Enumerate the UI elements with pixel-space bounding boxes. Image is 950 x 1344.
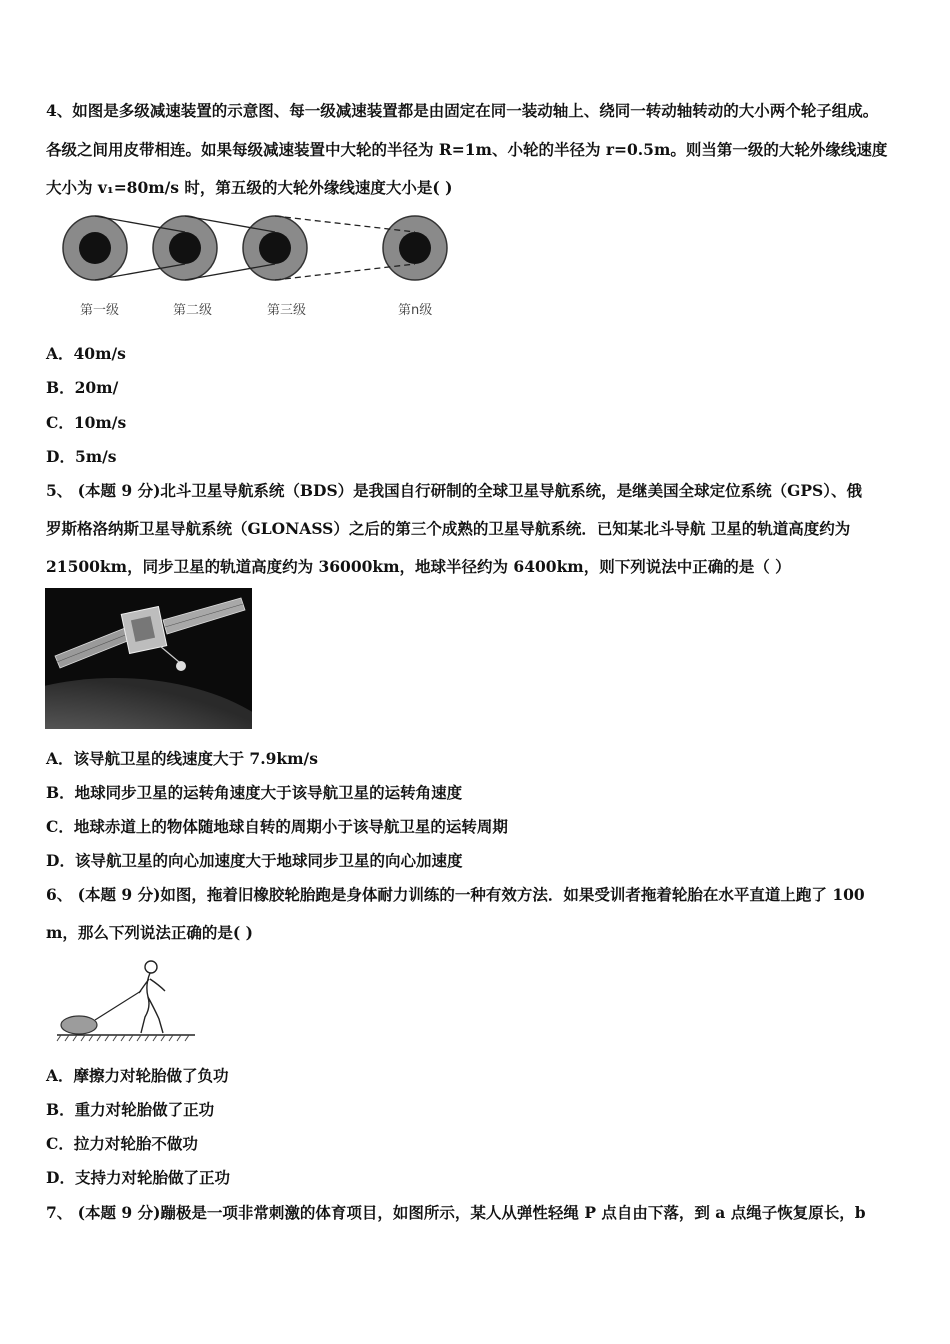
tire-shape xyxy=(61,1016,97,1034)
q5-option-b: B．地球同步卫星的运转角速度大于该导航卫星的运转角速度 xyxy=(46,783,463,802)
q6-option-b: B．重力对轮胎做了正功 xyxy=(46,1100,215,1119)
ground-hatching xyxy=(57,1035,189,1041)
q6-option-c: C．拉力对轮胎不做功 xyxy=(46,1134,198,1153)
q6-line-1: 6、 (本题 9 分)如图，拖着旧橡胶轮胎跑是身体耐力训练的一种有效方法．如果受训者拖着轮胎在水平直道上跑了 100 xyxy=(46,885,865,904)
q7-line-1: 7、 (本题 9 分)蹦极是一项非常刺激的体育项目，如图所示，某人从弹性轻绳 P 点自由下落，到 a 点绳子恢复原长，b xyxy=(46,1203,866,1222)
q4-option-b: B．20m/ xyxy=(46,378,119,397)
pulley-stage-2 xyxy=(153,216,217,280)
label-stage-1: 第一级 xyxy=(80,303,120,318)
tire-drag-figure xyxy=(55,955,205,1045)
pulley-stage-1 xyxy=(63,216,127,280)
label-stage-n: 第n级 xyxy=(398,303,433,318)
q4-line-2: 各级之间用皮带相连。如果每级减速装置中大轮的半径为 R=1m、小轮的半径为 r=0.5m。则当第一级的大轮外缘线速度 xyxy=(46,140,888,159)
q6-line-2: m，那么下列说法正确的是( ) xyxy=(46,923,253,942)
label-stage-2: 第二级 xyxy=(173,303,213,318)
q6-option-d: D．支持力对轮胎做了正功 xyxy=(46,1168,230,1187)
pulley-stage-n xyxy=(383,216,447,280)
gear-reduction-figure xyxy=(55,208,455,326)
q4-option-c: C．10m/s xyxy=(46,413,127,432)
q5-line-3: 21500km，同步卫星的轨道高度约为 36000km，地球半径约为 6400km，则下列说法中正确的是（ ） xyxy=(46,557,791,576)
satellite-photo xyxy=(45,588,252,729)
runner-figure xyxy=(139,961,165,1033)
q5-line-2: 罗斯格洛纳斯卫星导航系统（GLONASS）之后的第三个成熟的卫星导航系统．已知某北斗导航 卫星的轨道高度约为 xyxy=(46,519,851,538)
q6-option-a: A．摩擦力对轮胎做了负功 xyxy=(46,1066,229,1085)
q5-option-a: A．该导航卫星的线速度大于 7.9km/s xyxy=(46,749,318,768)
q5-option-c: C．地球赤道上的物体随地球自转的周期小于该导航卫星的运转周期 xyxy=(46,817,508,836)
rope-line xyxy=(95,991,141,1020)
q4-line-3: 大小为 v₁=80m/s 时，第五级的大轮外缘线速度大小是( ) xyxy=(46,178,453,197)
q4-option-a: A．40m/s xyxy=(46,344,126,363)
q4-line-1: 4、如图是多级减速装置的示意图、每一级减速装置都是由固定在同一装动轴上、绕同一转动轴转动的大小两个轮子组成。 xyxy=(46,101,879,120)
q4-option-d: D．5m/s xyxy=(46,447,117,466)
label-stage-3: 第三级 xyxy=(267,303,307,318)
pulley-stage-3 xyxy=(243,216,307,280)
q5-line-1: 5、 (本题 9 分)北斗卫星导航系统（BDS）是我国自行研制的全球卫星导航系统，是继美国全球定位系统（GPS）、俄 xyxy=(46,481,863,500)
q5-option-d: D．该导航卫星的向心加速度大于地球同步卫星的向心加速度 xyxy=(46,851,463,870)
